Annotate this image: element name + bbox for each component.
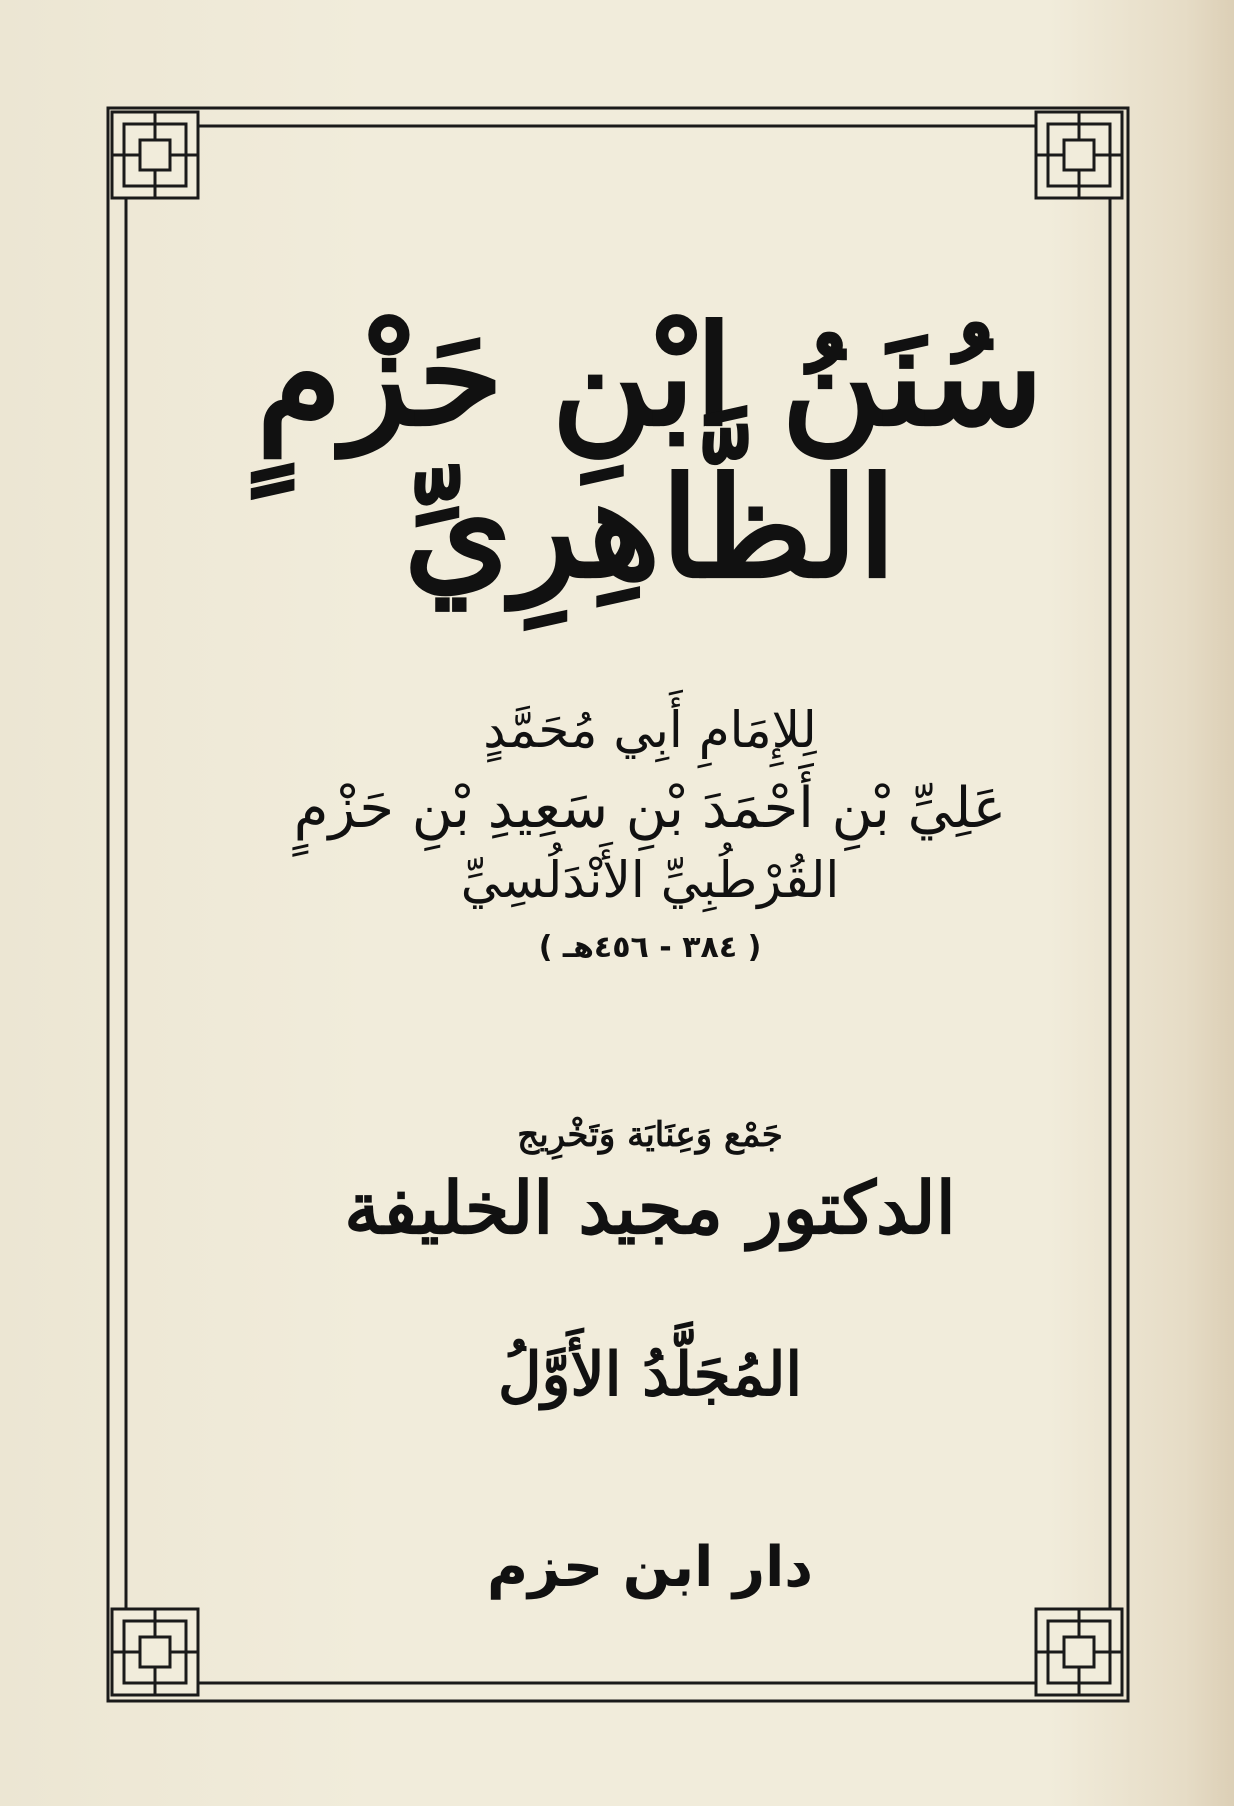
corner-ornament-bottom-right bbox=[1036, 1609, 1122, 1695]
book-title: سُنَنُ ابْنِ حَزْمٍ الظَّاهِرِيِّ bbox=[256, 294, 1044, 609]
corner-ornament-top-right bbox=[1036, 112, 1122, 198]
publisher-name: دار ابن حزم bbox=[486, 1535, 814, 1600]
editor-role: جَمْع وَعِنَايَة وَتَخْرِيج bbox=[517, 1115, 783, 1155]
author-name: عَلِيِّ بْنِ أَحْمَدَ بْنِ سَعِيدِ بْنِ حَزْمٍ bbox=[293, 776, 1007, 841]
editor-name: الدكتور مجيد الخليفة bbox=[344, 1165, 956, 1250]
corner-ornament-top-left bbox=[112, 112, 198, 198]
author-nisba: القُرْطُبِيِّ الأَنْدَلُسِيِّ bbox=[460, 851, 840, 909]
author-dates: ( ٣٨٤ - ٤٥٦هـ ) bbox=[538, 930, 762, 965]
corner-ornament-bottom-left bbox=[112, 1609, 198, 1695]
volume-label: المُجَلَّدُ الأَوَّلُ bbox=[497, 1340, 803, 1410]
author-intro: لِلإِمَامِ أَبِي مُحَمَّدٍ bbox=[483, 701, 817, 759]
